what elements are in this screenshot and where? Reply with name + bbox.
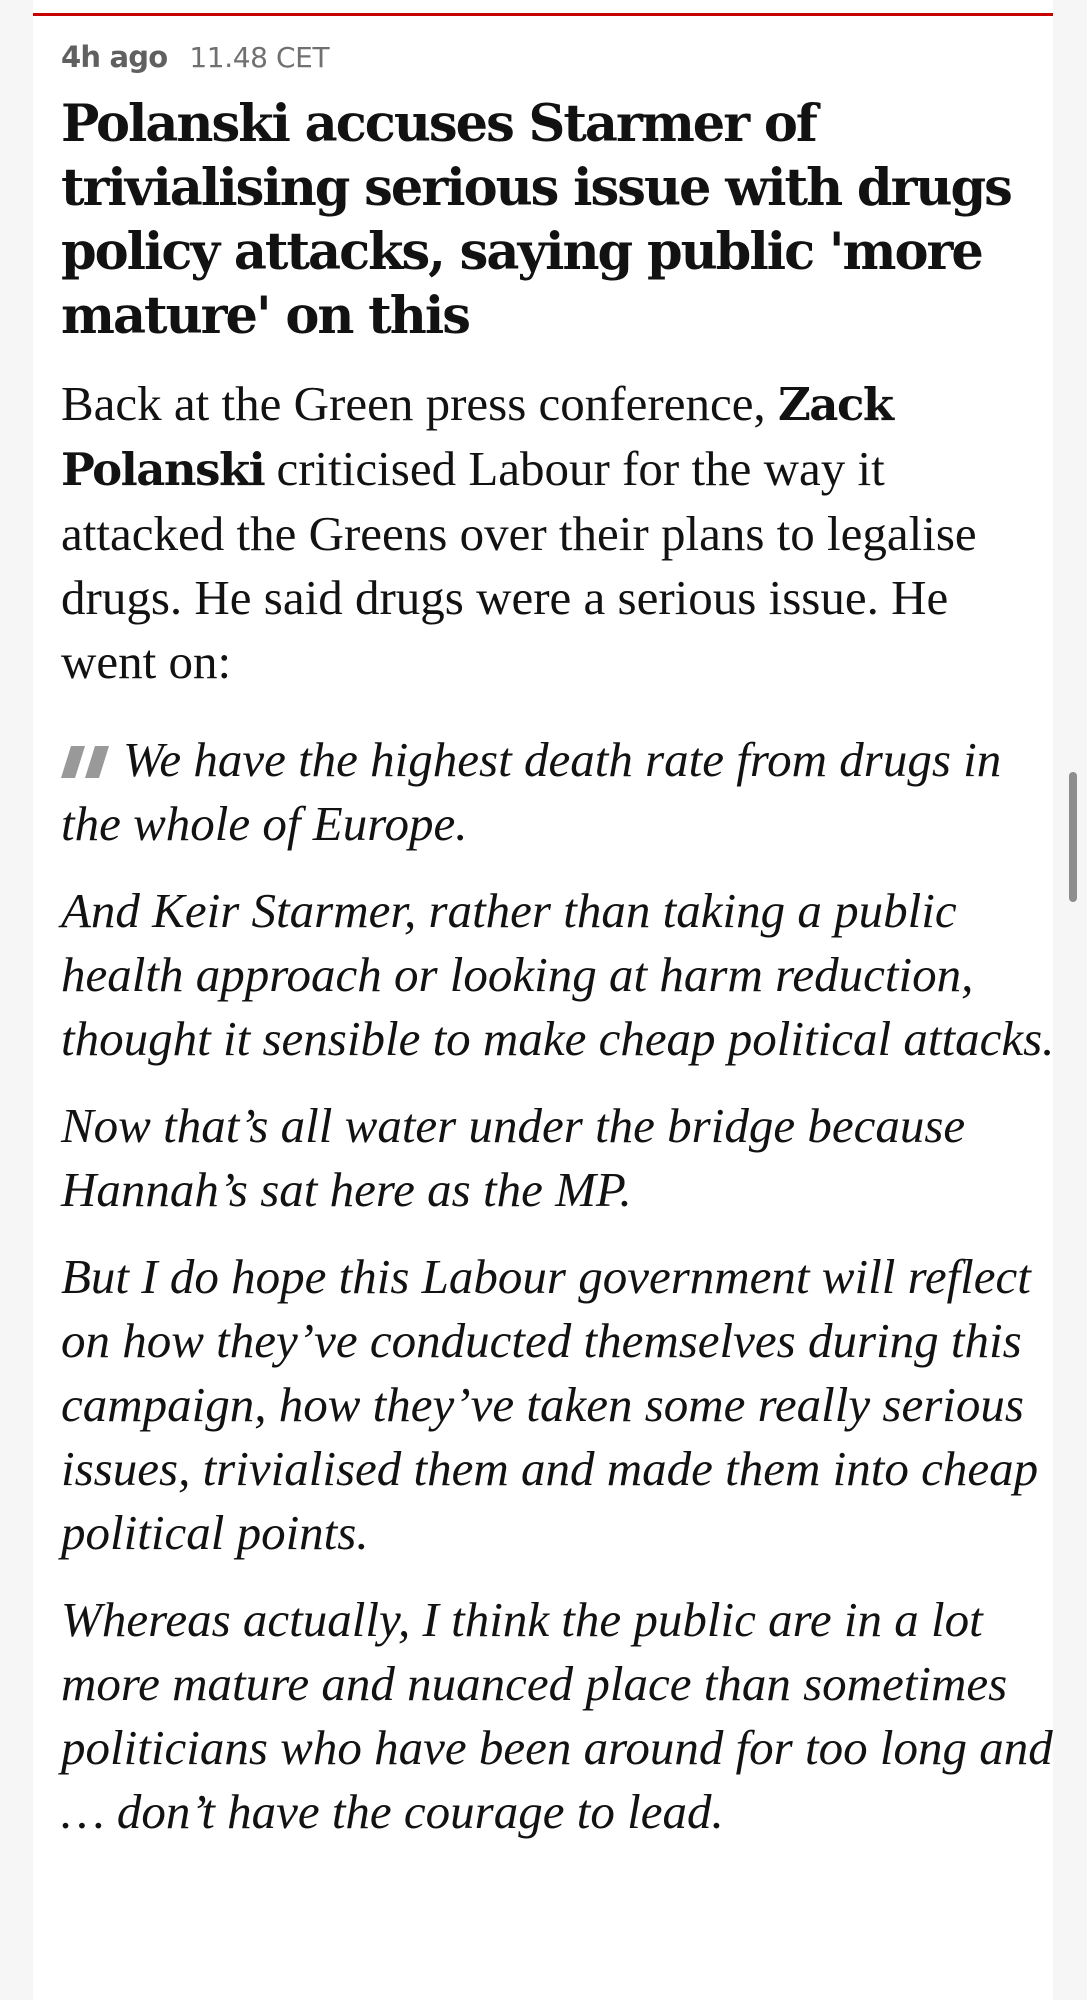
quote-paragraph: Now that’s all water under the bridge because Hannah’s sat here as the MP. (61, 1098, 966, 1217)
entry-headline: Polanski accuses Starmer of trivialising serious issue with drugs policy attacks, saying public 'more mature' on this (61, 94, 1011, 346)
entry-top-rule (33, 13, 1053, 16)
person-name: Zack Polanski (61, 378, 893, 496)
live-blog-entry (33, 0, 1053, 2000)
quote-paragraph: Whereas actually, I think the public are in a lot more mature and nuanced place than sometimes politicians who have been around for too long and … don’t have the courage to lead. (61, 1592, 1053, 1839)
entry-intro (61, 372, 1051, 694)
relative-time[interactable]: 4h ago (61, 40, 168, 74)
quote-paragraph: But I do hope this Labour government will reflect on how they’ve conducted themselves during this campaign, how they’ve taken some really serious issues, trivialised them and made them into cheap political points. (61, 1249, 1039, 1560)
entry-meta (61, 40, 329, 80)
intro-text-before: Back at the Green press conference, (61, 376, 778, 431)
scrollbar-thumb[interactable] (1069, 772, 1077, 902)
quote-paragraph-text: We have the highest death rate from drugs in the whole of Europe. (61, 732, 1002, 851)
intro-text-after: criticised Labour for the way it attacked the Greens over their plans to legalise drugs. He said drugs were a serious issue. He went on: (61, 441, 977, 689)
entry-blockquote (61, 728, 1061, 1867)
quote-mark-icon (61, 746, 111, 778)
quote-paragraph (61, 728, 1061, 856)
quote-paragraph: And Keir Starmer, rather than taking a public health approach or looking at harm reduction, thought it sensible to make cheap political attacks. (61, 883, 1055, 1066)
timestamp: 11.48 CET (189, 41, 330, 74)
